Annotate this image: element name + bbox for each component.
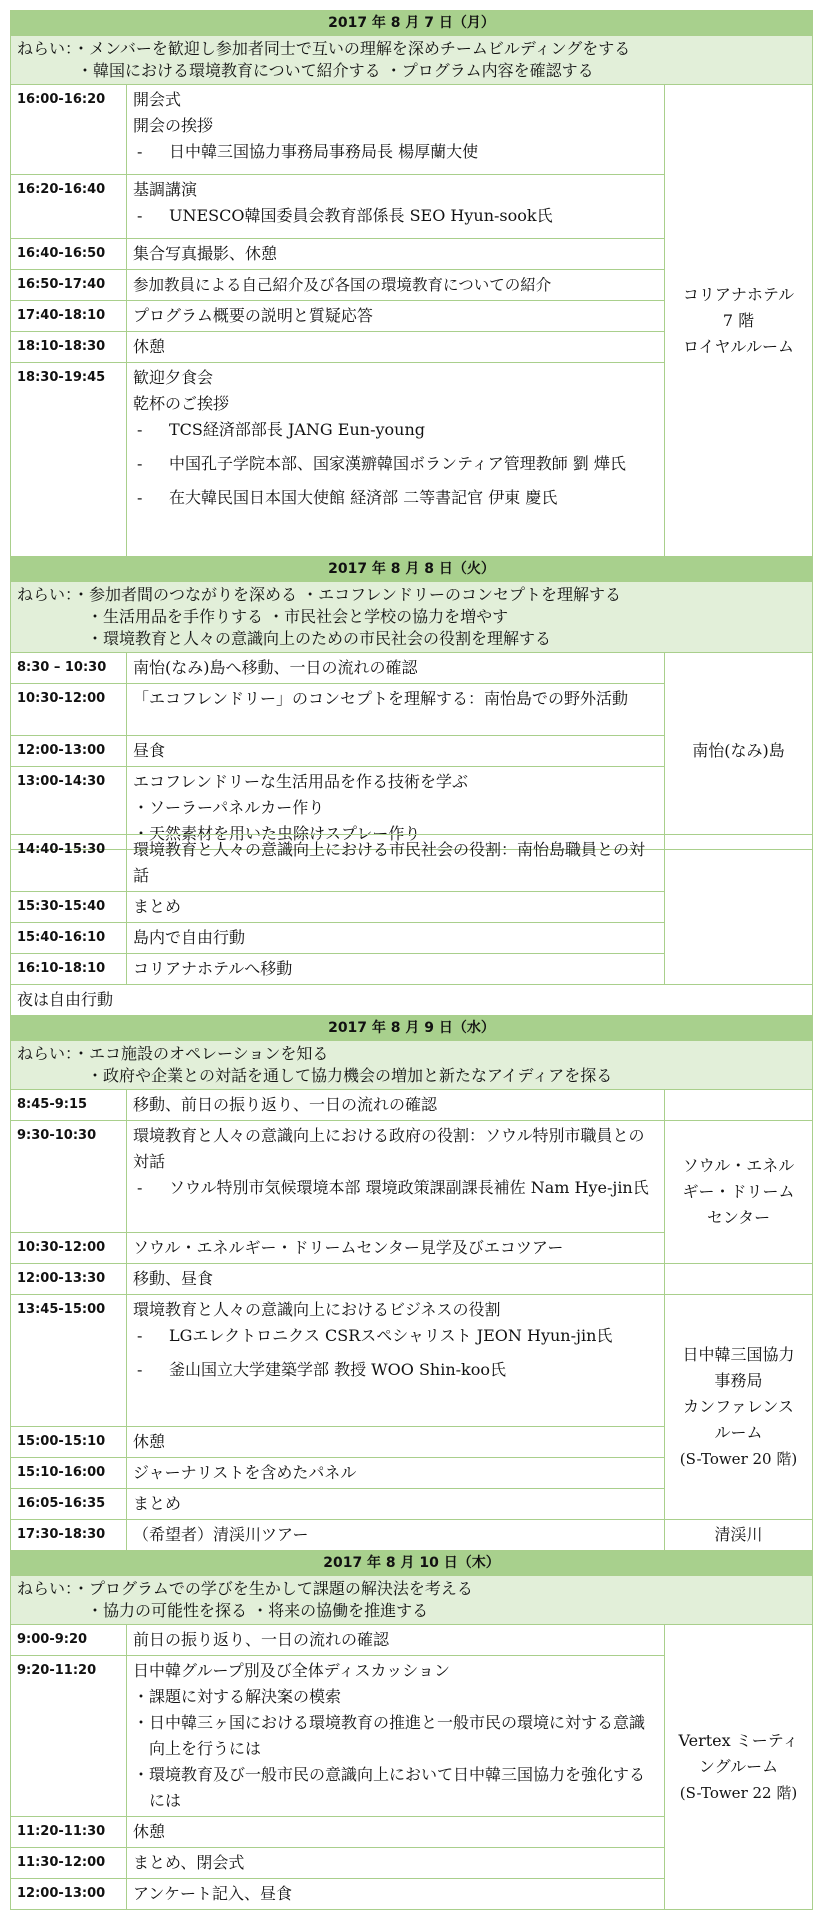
time-cell: 12:00-13:30 — [11, 1264, 127, 1295]
day3-empty-venue-2 — [665, 1264, 813, 1295]
schedule-table-1 — [10, 10, 813, 850]
activity-cell: まとめ — [127, 892, 665, 923]
time-cell: 9:20-11:20 — [11, 1656, 127, 1817]
day4-venue: Vertex ミーティ ングルーム (S-Tower 22 階) — [665, 1625, 813, 1910]
activity-cell: プログラム概要の説明と質疑応答 — [127, 301, 665, 332]
time-cell: 15:10-16:00 — [11, 1458, 127, 1489]
time-cell: 8:30 – 10:30 — [11, 653, 127, 684]
time-cell: 17:40-18:10 — [11, 301, 127, 332]
time-cell: 16:10-18:10 — [11, 954, 127, 985]
day1-aim: ねらい：・メンバーを歓迎し参加者同士で互いの理解を深めチームビルディングをする ・韓国における環境教育について紹介する ・プログラム内容を確認する — [11, 36, 813, 85]
activity-cell: 歓迎夕食会 乾杯のご挨拶 - TCS経済部部長 JANG Eun-young - 中国孔子学院本部、国家漢辧韓国ボランティア管理教師 劉 燁氏 - 在大韓民国日本国大使館 経済部 二等書記官 伊東 慶氏 — [127, 363, 665, 557]
activity-cell: 休憩 — [127, 1817, 665, 1848]
time-cell: 9:00-9:20 — [11, 1625, 127, 1656]
time-cell: 8:45-9:15 — [11, 1090, 127, 1121]
time-cell: 9:30-10:30 — [11, 1121, 127, 1233]
activity-cell: 環境教育と人々の意識向上におけるビジネスの役割 - LGエレクトロニクス CSRスペシャリスト JEON Hyun-jin氏 - 釜山国立大学建築学部 教授 WOO Shin-koo氏 — [127, 1295, 665, 1427]
activity-cell: アンケート記入、昼食 — [127, 1879, 665, 1910]
time-cell: 15:00-15:10 — [11, 1427, 127, 1458]
activity-cell: 開会式 開会の挨拶 - 日中韓三国協力事務局事務局長 楊厚蘭大使 — [127, 85, 665, 175]
time-cell: 16:05-16:35 — [11, 1489, 127, 1520]
day1-venue: コリアナホテル 7 階 ロイヤルルーム — [665, 85, 813, 557]
activity-cell: 前日の振り返り、一日の流れの確認 — [127, 1625, 665, 1656]
day3-venue-secretariat: 日中韓三国協力 事務局 カンファレンス ルーム (S-Tower 20 階) — [665, 1295, 813, 1520]
activity-cell: ジャーナリストを含めたパネル — [127, 1458, 665, 1489]
activity-cell: 島内で自由行動 — [127, 923, 665, 954]
activity-cell: 日中韓グループ別及び全体ディスカッション ・ 課題に対する解決案の模索 ・ 日中韓三ヶ国における環境教育の推進と一般市民の環境に対する意識向上を行うには ・ 環境教育及び一般市民の意識向上において日中韓三国協力を強化するには — [127, 1656, 665, 1817]
activity-cell: 環境教育と人々の意識向上における市民社会の役割：南怡島職員との対話 — [127, 835, 665, 892]
day2-venue: 南怡(なみ)島 — [665, 653, 813, 850]
activity-cell: 休憩 — [127, 1427, 665, 1458]
activity-cell: エコフレンドリーな生活用品を作る技術を学ぶ ・ソーラーパネルカー作り ・天然素材を用いた虫除けスプレー作り — [127, 767, 665, 850]
time-cell: 16:20-16:40 — [11, 175, 127, 239]
activity-cell: ソウル・エネルギー・ドリームセンター見学及びエコツアー — [127, 1233, 665, 1264]
activity-cell: まとめ — [127, 1489, 665, 1520]
activity-cell: （希望者）清渓川ツアー — [127, 1520, 665, 1551]
time-cell: 13:00-14:30 — [11, 767, 127, 850]
day3-aim: ねらい：・エコ施設のオペレーションを知る ・政府や企業との対話を通して協力機会の増加と新たなアイディアを探る — [11, 1041, 813, 1090]
time-cell: 11:20-11:30 — [11, 1817, 127, 1848]
day3-venue-cheonggyecheon: 清渓川 — [665, 1520, 813, 1551]
activity-cell: 環境教育と人々の意識向上における政府の役割：ソウル特別市職員との対話 - ソウル特別市気候環境本部 環境政策課副課長補佐 Nam Hye-jin氏 — [127, 1121, 665, 1233]
day4-date: 2017 年 8 月 10 日（木） — [11, 1551, 813, 1576]
day3-date: 2017 年 8 月 9 日（水） — [11, 1016, 813, 1041]
day2-afternoon-venue — [665, 835, 813, 985]
time-cell: 10:30-12:00 — [11, 684, 127, 736]
activity-cell: 集合写真撮影、休憩 — [127, 239, 665, 270]
time-cell: 14:40-15:30 — [11, 835, 127, 892]
activity-cell: まとめ、閉会式 — [127, 1848, 665, 1879]
day2-date: 2017 年 8 月 8 日（火） — [11, 557, 813, 582]
time-cell: 18:10-18:30 — [11, 332, 127, 363]
time-cell: 11:30-12:00 — [11, 1848, 127, 1879]
time-cell: 10:30-12:00 — [11, 1233, 127, 1264]
activity-cell: 昼食 — [127, 736, 665, 767]
activity-cell: コリアナホテルへ移動 — [127, 954, 665, 985]
time-cell: 13:45-15:00 — [11, 1295, 127, 1427]
day3-empty-venue — [665, 1090, 813, 1121]
activity-cell: 参加教員による自己紹介及び各国の環境教育についての紹介 — [127, 270, 665, 301]
activity-cell: 基調講演 - UNESCO韓国委員会教育部係長 SEO Hyun-sook氏 — [127, 175, 665, 239]
activity-cell: 南怡(なみ)島へ移動、一日の流れの確認 — [127, 653, 665, 684]
time-cell: 17:30-18:30 — [11, 1520, 127, 1551]
time-cell: 18:30-19:45 — [11, 363, 127, 557]
activity-cell: 移動、昼食 — [127, 1264, 665, 1295]
time-cell: 16:50-17:40 — [11, 270, 127, 301]
day4-aim: ねらい：・プログラムでの学びを生かして課題の解決法を考える ・協力の可能性を探る ・将来の協働を推進する — [11, 1576, 813, 1625]
activity-cell: 移動、前日の振り返り、一日の流れの確認 — [127, 1090, 665, 1121]
time-cell: 15:40-16:10 — [11, 923, 127, 954]
time-cell: 16:00-16:20 — [11, 85, 127, 175]
time-cell: 15:30-15:40 — [11, 892, 127, 923]
activity-cell: 「エコフレンドリー」のコンセプトを理解する：南怡島での野外活動 — [127, 684, 665, 736]
activity-cell: 休憩 — [127, 332, 665, 363]
time-cell: 16:40-16:50 — [11, 239, 127, 270]
day1-date: 2017 年 8 月 7 日（月） — [11, 11, 813, 36]
schedule-table-2 — [10, 834, 813, 1910]
day2-aim: ねらい：・参加者間のつながりを深める ・エコフレンドリーのコンセプトを理解する ・生活用品を手作りする ・市民社会と学校の協力を増やす ・環境教育と人々の意識向上のための市民社会の役割を理解する — [11, 582, 813, 653]
day2-evening-note: 夜は自由行動 — [11, 985, 813, 1016]
time-cell: 12:00-13:00 — [11, 1879, 127, 1910]
time-cell: 12:00-13:00 — [11, 736, 127, 767]
day3-venue-energy-center: ソウル・エネル ギー・ドリーム センター — [665, 1121, 813, 1264]
